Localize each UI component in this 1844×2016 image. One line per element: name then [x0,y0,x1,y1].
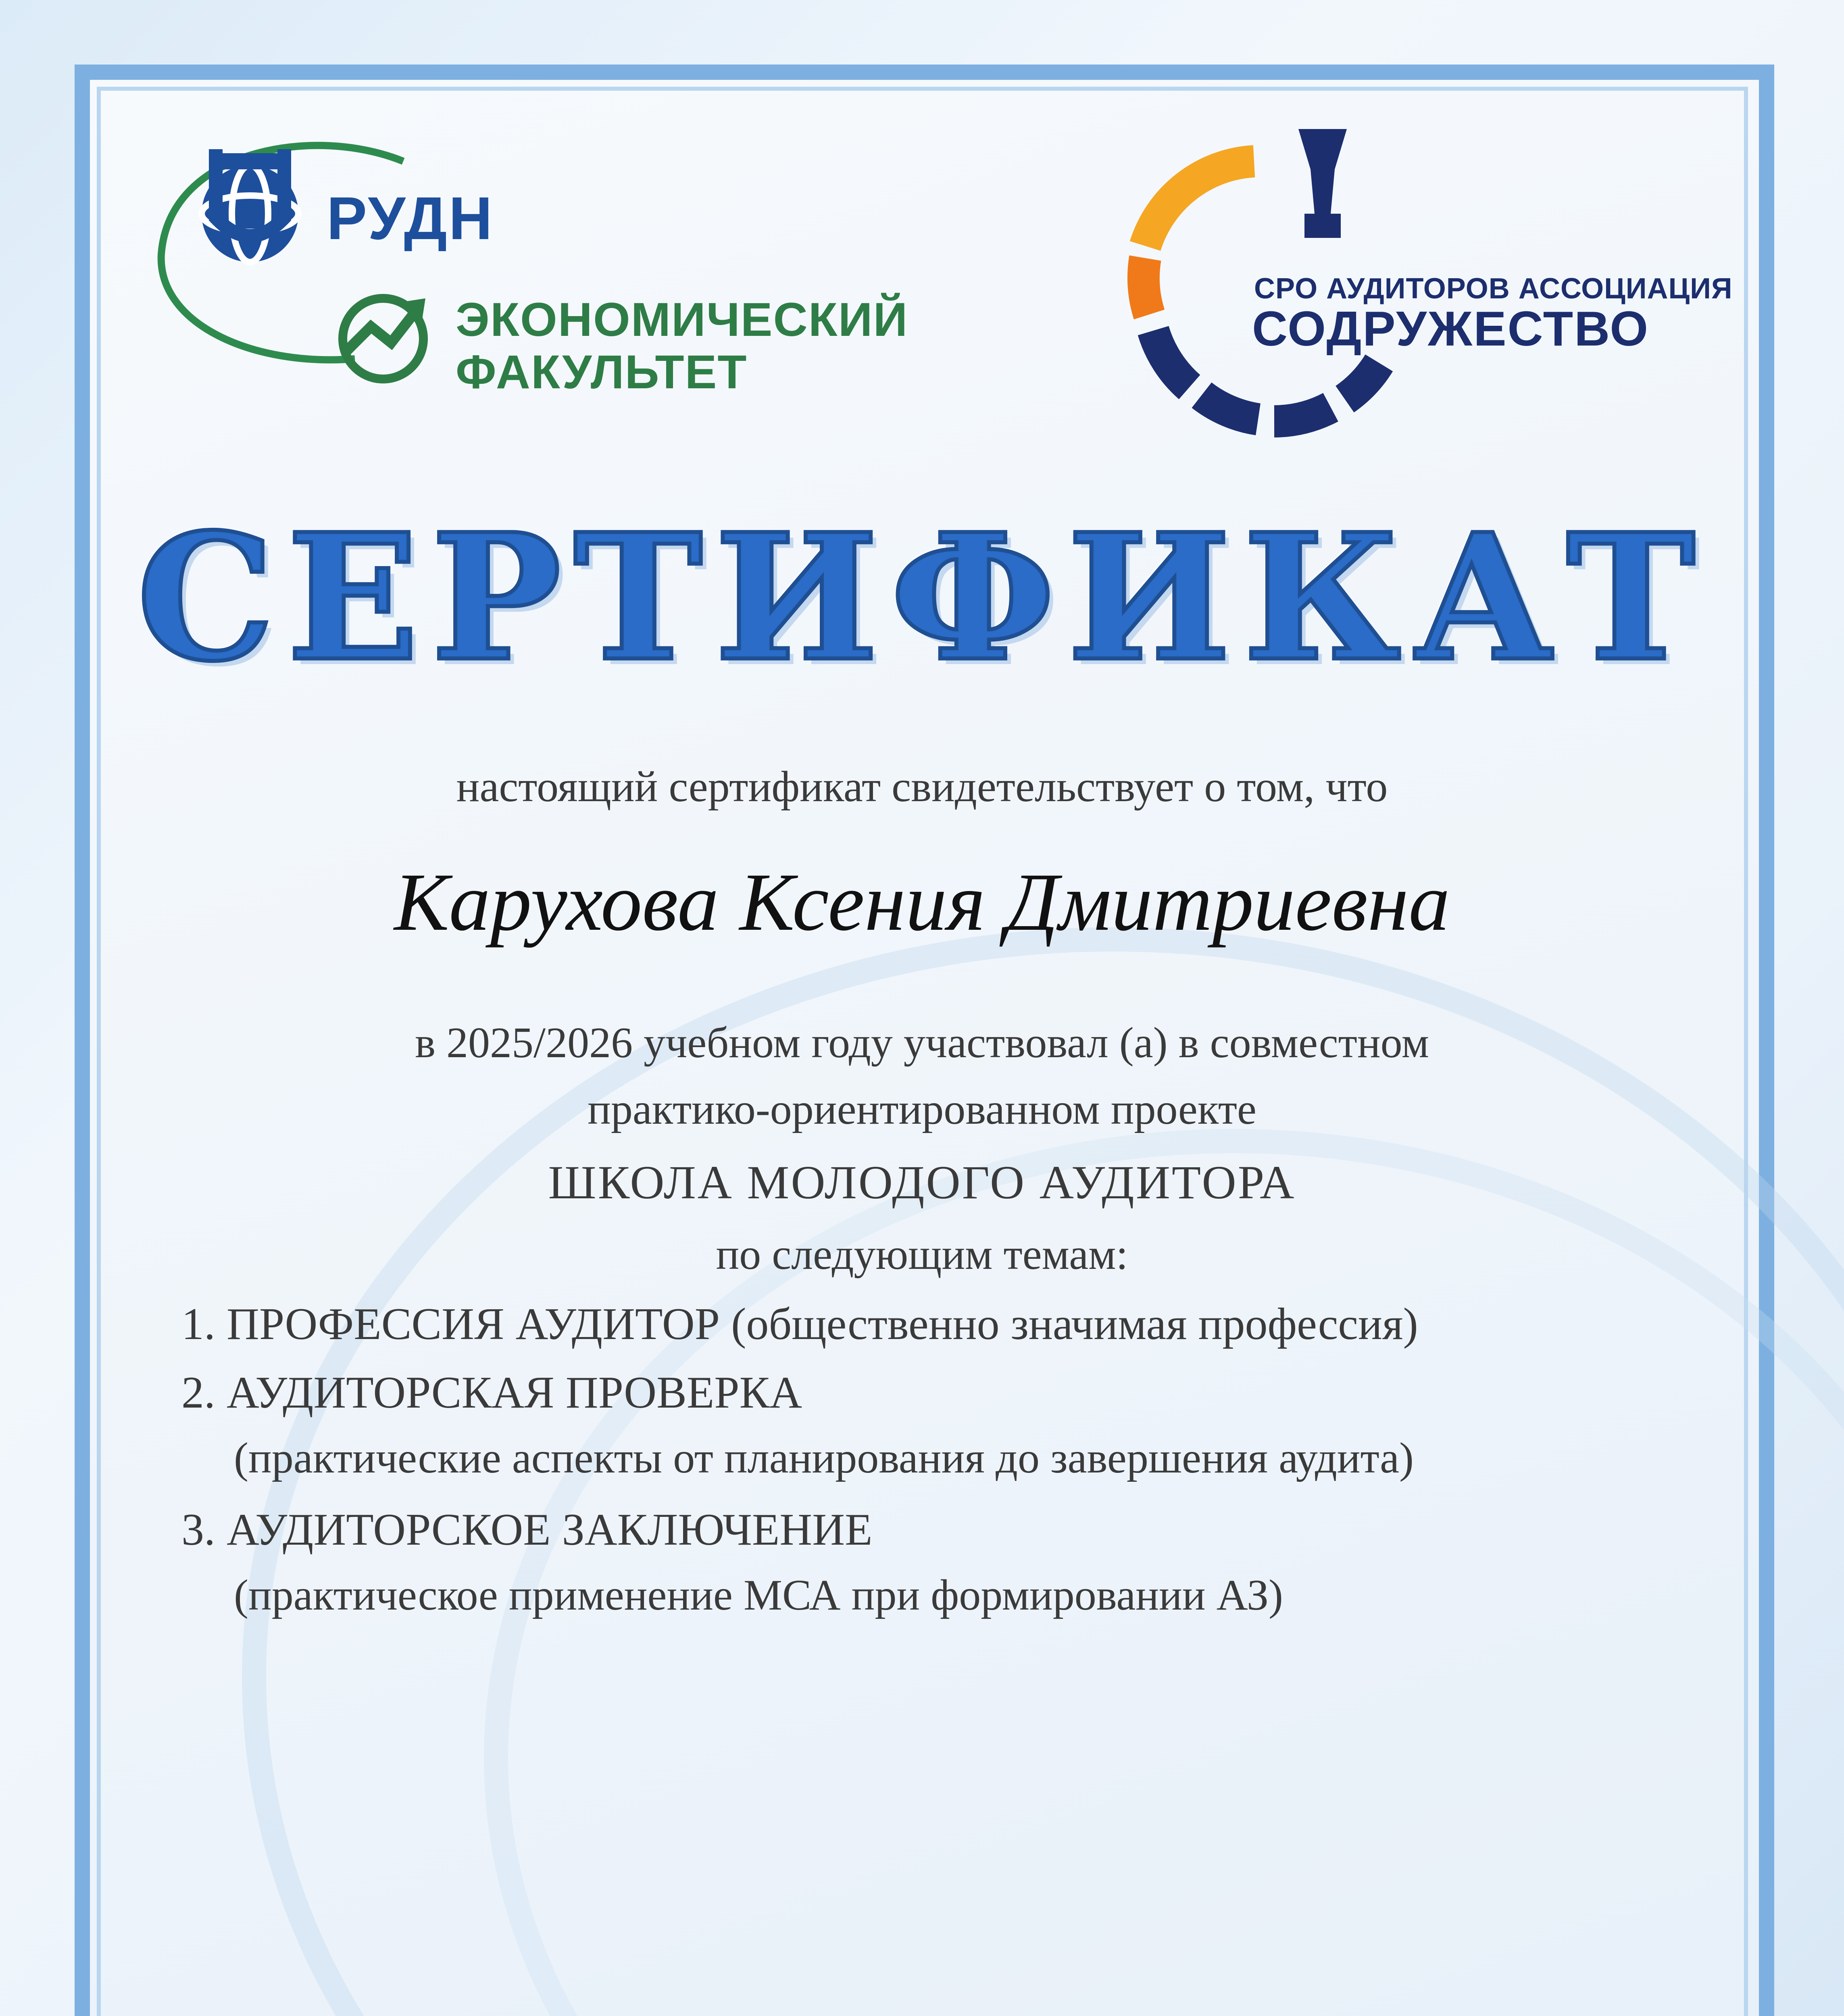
topic-3-detail: (практическое применение МСА при формировании АЗ) [234,1571,1284,1619]
participation-line2: практико-ориентированном проекте [588,1085,1256,1133]
topic-1-title: 1. ПРОФЕССИЯ АУДИТОР (общественно значимая профессия) [181,1299,1418,1349]
faculty-growth-icon [331,282,435,387]
participation-line1: в 2025/2026 учебном году участвовал (а) в совместном [415,1019,1429,1067]
topic-2-detail: (практические аспекты от планирования до завершения аудита) [234,1434,1414,1482]
intro-line: настоящий сертификат свидетельствует о том, что [456,763,1388,811]
faculty-line2: ФАКУЛЬТЕТ [456,346,748,399]
faculty-line1: ЭКОНОМИЧЕСКИЙ [456,293,908,346]
topic-2-title: 2. АУДИТОРСКАЯ ПРОВЕРКА [181,1368,802,1418]
sro-big-text: СОДРУЖЕСТВО [1252,301,1650,356]
sro-small-text: СРО АУДИТОРОВ АССОЦИАЦИЯ [1254,273,1733,305]
topics-intro: по следующим темам: [716,1231,1128,1279]
rudn-name: РУДН [327,184,494,252]
certificate-title: СЕРТИФИКАТ [136,496,1708,700]
project-name: ШКОЛА МОЛОДОГО АУДИТОРА [548,1156,1296,1209]
topic-3-title: 3. АУДИТОРСКОЕ ЗАКЛЮЧЕНИЕ [181,1505,873,1555]
recipient-name: Карухова Ксения Дмитриевна [394,856,1450,948]
